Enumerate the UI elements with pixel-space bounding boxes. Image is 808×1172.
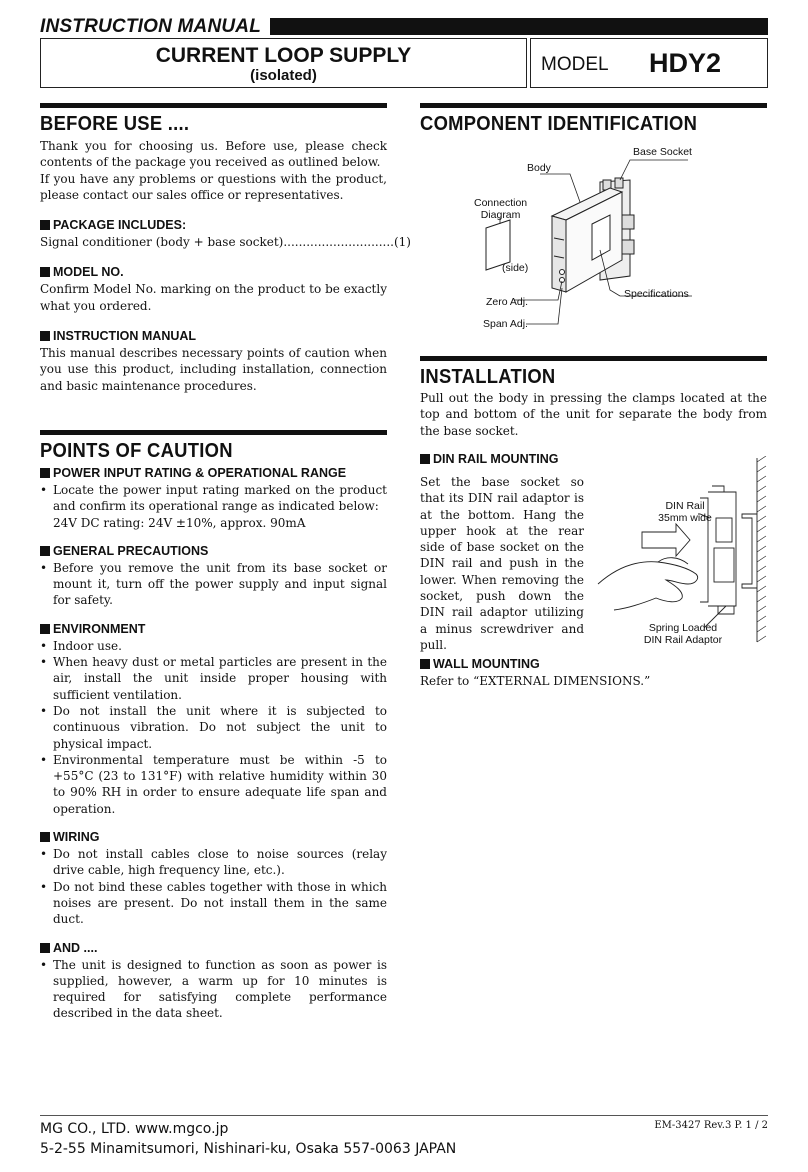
header-bar [270,18,768,35]
product-subtitle: (isolated) [250,67,317,84]
wall-text: Refer to “EXTERNAL DIMENSIONS.” [420,674,651,688]
package-item: Signal conditioner (body + base socket).............................(1) [40,235,411,250]
product-title: CURRENT LOOP SUPPLY [155,44,412,67]
installation-intro-text: Pull out the body in pressing the clamps located at the top and bottom of the unit for separate the body from the base socket. [420,391,767,438]
wiring-bullet: • Do not install cables close to noise sources (relay drive cable, high frequency line, etc.). [40,846,387,879]
model-label: MODEL [541,54,609,75]
manual-heading: INSTRUCTION MANUAL [40,16,262,37]
model-no-text: Confirm Model No. marking on the product to be exactly what you ordered. [40,282,387,313]
caution-title: POINTS OF CAUTION [40,440,233,462]
label-din-rail: DIN Rail 35mm wide [658,500,712,524]
environment-bullet: • When heavy dust or metal particles are present in the air, install the unit inside proper housing with sufficient ventilation. [40,654,387,703]
power-heading: POWER INPUT RATING & OPERATIONAL RANGE [40,465,387,481]
power-rating: 24V DC rating: 24V ±10%, approx. 90mA [53,515,306,530]
section-rule [420,356,767,361]
label-side: (side) [502,262,529,274]
section-rule [420,103,767,108]
general-bullet: • Before you remove the unit from its base socket or mount it, turn off the power supply and input signal for safety. [40,560,387,609]
environment-bullet: • Do not install the unit where it is subjected to continuous vibration. Do not subject the unit to physical impact. [40,703,387,752]
din-text: Set the base socket so that its DIN rail adaptor is at the bottom. Hang the upper hook at the rear side of base socket on the DIN rail and push in the lower. When removing the socket, push down the DIN rail adaptor utilizing a minus screwdriver and pull. [420,475,584,652]
label-adaptor: Spring Loaded DIN Rail Adaptor [643,622,723,646]
label-specifications: Specifications [624,288,689,300]
installation-title: INSTALLATION [420,366,556,388]
din-heading: DIN RAIL MOUNTING [420,451,767,467]
label-body: Body [527,162,551,174]
before-use-intro-1: Thank you for choosing us. Before use, please check contents of the package you received as outlined below. [40,139,387,170]
label-zero-adj: Zero Adj. [486,296,529,308]
manual-text: This manual describes necessary points of caution when you use this product, including installation, connection and basic maintenance procedures. [40,346,387,393]
label-connection-diagram: Connection Diagram [474,197,528,221]
din-text-block [420,474,584,653]
section-rule [40,430,387,435]
footer-company [40,1119,456,1159]
company-address: 5-2-55 Minamitsumori, Nishinari-ku, Osaka 557-0063 JAPAN [40,1141,457,1157]
wiring-bullet: • Do not bind these cables together with those in which noises are present. Do not install them in the same duct. [40,879,387,928]
environment-heading: ENVIRONMENT [40,621,387,637]
package-heading: PACKAGE INCLUDES: [40,217,387,233]
label-base-socket: Base Socket [633,146,692,158]
and-heading: AND .... [40,940,387,956]
caution-section [40,465,387,1022]
model-value: HDY2 [649,48,722,78]
model-box [530,38,768,88]
component-diagram [470,140,710,340]
component-title: COMPONENT IDENTIFICATION [420,113,698,135]
before-use-title: BEFORE USE .... [40,113,190,135]
wiring-heading: WIRING [40,829,387,845]
and-bullet: • The unit is designed to function as soon as power is supplied, however, a warm up for 10 minutes is required for satisfying complete performance described in the data sheet. [40,957,387,1022]
doc-reference: EM-3427 Rev.3 P. 1 / 2 [654,1120,768,1131]
wall-heading: WALL MOUNTING [420,656,767,672]
before-use-intro-2: If you have any problems or questions with the product, please contact our sales office or representatives. [40,171,387,202]
manual-sub-heading: INSTRUCTION MANUAL [40,328,387,344]
product-title-box [40,38,527,88]
company-name: MG CO., LTD. www.mgco.jp [40,1121,229,1137]
environment-bullet: • Environmental temperature must be within -5 to +55°C (23 to 131°F) with relative humidity within 30 to 90% RH in order to ensure adequate life span and operation. [40,752,387,817]
general-heading: GENERAL PRECAUTIONS [40,543,387,559]
label-span-adj: Span Adj. [483,318,528,330]
section-rule [40,103,387,108]
wall-mounting-section [420,656,767,689]
model-no-heading: MODEL NO. [40,264,387,280]
environment-bullet: • Indoor use. [40,638,387,654]
power-bullet: • Locate the power input rating marked on the product and confirm its operational range as indicated below: [40,482,387,515]
footer-rule [40,1115,768,1116]
before-use-section [40,138,411,394]
